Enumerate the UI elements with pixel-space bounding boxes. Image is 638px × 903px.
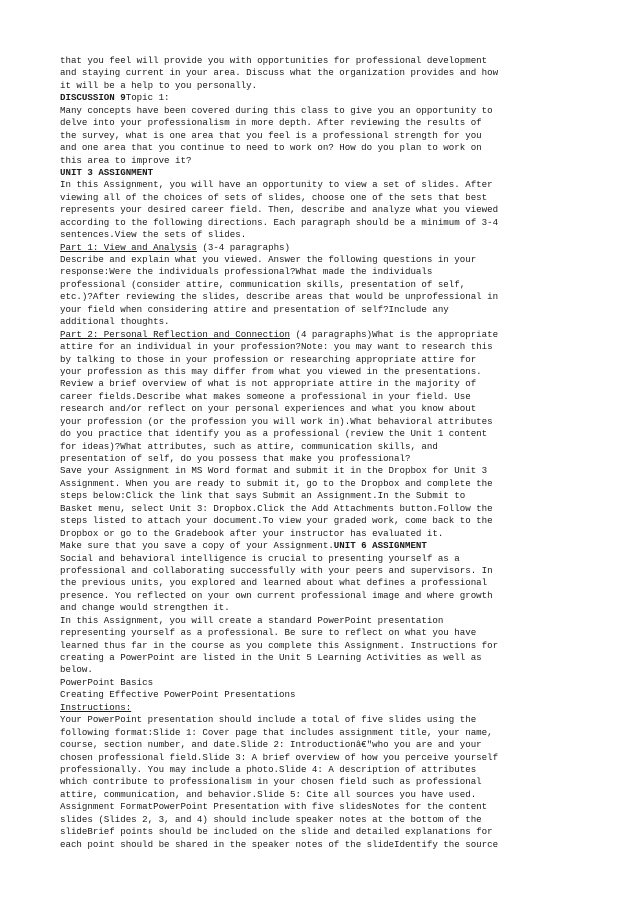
text-line bbox=[60, 279, 580, 291]
text-line bbox=[60, 814, 580, 826]
text-line bbox=[60, 764, 580, 776]
text-run: sentences.View the sets of slides. bbox=[60, 229, 247, 241]
text-run: slideBrief points should be included on the slide and detailed explanations for bbox=[60, 826, 493, 838]
text-line bbox=[60, 142, 580, 154]
text-line bbox=[60, 117, 580, 129]
text-line bbox=[60, 130, 580, 142]
text-run: Save your Assignment in MS Word format and submit it in the Dropbox for Unit 3 bbox=[60, 465, 488, 477]
text-run: learned thus far in the course as you complete this Assignment. Instructions for bbox=[60, 639, 499, 651]
text-line bbox=[60, 192, 580, 204]
text-run: Topic 1: bbox=[125, 92, 170, 104]
text-run: Review a brief overview of what is not appropriate attire in the majority of bbox=[60, 378, 477, 390]
text-run: slides (Slides 2, 3, and 4) should include speaker notes at the bottom of the bbox=[60, 813, 482, 825]
text-line bbox=[60, 266, 580, 278]
text-line bbox=[60, 391, 580, 403]
text-run: it will be a help to you personally. bbox=[60, 79, 258, 91]
text-line bbox=[60, 627, 580, 639]
text-run: Dropbox or go to the Gradebook after your instructor has evaluated it. bbox=[60, 527, 444, 539]
text-run: below. bbox=[60, 664, 93, 676]
text-run: response:Were the individuals professional?What made the individuals bbox=[60, 266, 433, 278]
text-run: the previous units, you explored and learned about what defines a professional bbox=[60, 577, 488, 589]
text-line bbox=[60, 739, 580, 751]
text-line bbox=[60, 242, 580, 254]
text-run: Make sure that you save a copy of your Assignment. bbox=[60, 540, 334, 552]
text-line bbox=[60, 664, 580, 676]
text-line bbox=[60, 428, 580, 440]
text-run: your profession as this may differ from what you viewed in the presentations. bbox=[60, 365, 482, 377]
text-line bbox=[60, 590, 580, 602]
text-line bbox=[60, 304, 580, 316]
text-run: additional thoughts. bbox=[60, 316, 170, 328]
text-run: professional and collaborating successfully with your peers and supervisors. In bbox=[60, 564, 493, 576]
text-run: (3-4 paragraphs) bbox=[196, 241, 290, 253]
text-run: steps listed to attach your document.To view your graded work, come back to the bbox=[60, 515, 493, 527]
text-line bbox=[60, 515, 580, 527]
text-line bbox=[60, 403, 580, 415]
text-run: In this Assignment, you will create a standard PowerPoint presentation bbox=[60, 614, 444, 626]
heading-run: UNIT 6 ASSIGNMENT bbox=[333, 540, 427, 552]
text-run: by talking to those in your profession or researching appropriate attire for bbox=[60, 353, 477, 365]
text-line bbox=[60, 354, 580, 366]
text-line bbox=[60, 254, 580, 266]
text-line bbox=[60, 416, 580, 428]
text-line bbox=[60, 478, 580, 490]
text-line bbox=[60, 329, 580, 341]
text-line bbox=[60, 652, 580, 664]
text-run: PowerPoint Basics bbox=[60, 676, 154, 688]
text-run: In this Assignment, you will have an opportunity to view a set of slides. After bbox=[60, 179, 493, 191]
text-line bbox=[60, 366, 580, 378]
heading-run: UNIT 3 ASSIGNMENT bbox=[60, 166, 154, 178]
text-line bbox=[60, 714, 580, 726]
text-run: Creating Effective PowerPoint Presentations bbox=[60, 689, 296, 701]
text-run: and staying current in your area. Discuss what the organization provides and how bbox=[60, 67, 499, 79]
text-run: Assignment FormatPowerPoint Presentation with five slidesNotes for the content bbox=[60, 801, 488, 813]
text-line bbox=[60, 565, 580, 577]
text-line bbox=[60, 727, 580, 739]
text-line bbox=[60, 490, 580, 502]
text-run: and change would strengthen it. bbox=[60, 602, 230, 614]
text-run: research and/or reflect on your personal experiences and what you know about bbox=[60, 403, 477, 415]
text-run: Your PowerPoint presentation should include a total of five slides using the bbox=[60, 714, 477, 726]
text-line bbox=[60, 677, 580, 689]
underlined-heading-run: Part 2: Personal Reflection and Connection bbox=[60, 328, 290, 340]
text-line bbox=[60, 640, 580, 652]
text-line bbox=[60, 540, 580, 552]
text-line bbox=[60, 602, 580, 614]
text-line bbox=[60, 80, 580, 92]
text-run: viewing all of the choices of sets of slides, choose one of the sets that best bbox=[60, 191, 488, 203]
text-run: which contribute to professionalism in your chosen field such as professional bbox=[60, 776, 482, 788]
text-line bbox=[60, 92, 580, 104]
text-line bbox=[60, 826, 580, 838]
text-line bbox=[60, 839, 580, 851]
text-line bbox=[60, 689, 580, 701]
text-run: chosen professional field.Slide 3: A brief overview of how you perceive yourself bbox=[60, 751, 499, 763]
text-line bbox=[60, 167, 580, 179]
text-line bbox=[60, 291, 580, 303]
text-line bbox=[60, 752, 580, 764]
text-line bbox=[60, 776, 580, 788]
text-run: for ideas)?What attributes, such as attire, communication skills, and bbox=[60, 440, 438, 452]
text-run: course, section number, and date.Slide 2: Introductionâ€"who you are and your bbox=[60, 739, 482, 751]
text-run: presentation of self, do you possess that make you professional? bbox=[60, 453, 411, 464]
text-line bbox=[60, 789, 580, 801]
text-line bbox=[60, 67, 580, 79]
text-run: Social and behavioral intelligence is crucial to presenting yourself as a bbox=[60, 552, 460, 564]
text-line bbox=[60, 801, 580, 813]
text-line bbox=[60, 553, 580, 565]
text-run: do you practice that identify you as a professional (review the Unit 1 content bbox=[60, 428, 488, 440]
text-run: attire for an individual in your profession?Note: you may want to research this bbox=[60, 341, 493, 353]
text-line bbox=[60, 528, 580, 540]
underlined-heading-run: Instructions: bbox=[60, 701, 132, 713]
text-run: Basket menu, select Unit 3: Dropbox.Click the Add Attachments button.Follow the bbox=[60, 502, 493, 514]
text-line bbox=[60, 378, 580, 390]
text-line bbox=[60, 105, 580, 117]
text-line bbox=[60, 179, 580, 191]
text-run: Describe and explain what you viewed. Answer the following questions in your bbox=[60, 254, 477, 265]
text-run: your field when considering attire and presentation of self?Include any bbox=[60, 303, 449, 315]
text-run: delve into your professionalism in more depth. After reviewing the results of bbox=[60, 117, 482, 129]
text-line bbox=[60, 155, 580, 167]
text-line bbox=[60, 441, 580, 453]
text-run: according to the following directions. Each paragraph should be a minimum of 3-4 bbox=[60, 216, 499, 228]
text-run: steps below:Click the link that says Submit an Assignment.In the Submit to bbox=[60, 490, 466, 502]
text-run: each point should be shared in the speaker notes of the slideIdentify the source bbox=[60, 838, 499, 850]
text-run: attire, communication, and behavior.Slide 5: Cite all sources you have used. bbox=[60, 788, 477, 800]
text-run: your profession (or the profession you will work in).What behavioral attributes bbox=[60, 415, 493, 427]
text-line bbox=[60, 465, 580, 477]
underlined-heading-run: Part 1: View and Analysis bbox=[60, 241, 197, 253]
text-run: career fields.Describe what makes someone a professional in your field. Use bbox=[60, 390, 471, 402]
text-line bbox=[60, 204, 580, 216]
text-run: that you feel will provide you with opportunities for professional development bbox=[60, 55, 488, 66]
text-line bbox=[60, 453, 580, 465]
text-run: presence. You reflected on your own current professional image and where growth bbox=[60, 589, 493, 601]
text-run: (4 paragraphs)What is the appropriate bbox=[290, 328, 499, 340]
text-run: creating a PowerPoint are listed in the Unit 5 Learning Activities as well as bbox=[60, 652, 482, 663]
document-body bbox=[60, 55, 580, 851]
text-line bbox=[60, 316, 580, 328]
heading-run: DISCUSSION 9 bbox=[60, 92, 126, 104]
text-run: represents your desired career field. Then, describe and analyze what you viewed bbox=[60, 204, 499, 216]
text-run: and one area that you continue to need to work on? How do you plan to work on bbox=[60, 142, 482, 154]
text-line bbox=[60, 217, 580, 229]
text-run: Assignment. When you are ready to submit it, go to the Dropbox and complete the bbox=[60, 477, 493, 489]
text-line bbox=[60, 341, 580, 353]
text-run: etc.)?After reviewing the slides, describe areas that would be unprofessional in bbox=[60, 291, 499, 303]
text-run: the survey, what is one area that you feel is a professional strength for you bbox=[60, 129, 482, 141]
text-line bbox=[60, 615, 580, 627]
text-run: professionally. You may include a photo.Slide 4: A description of attributes bbox=[60, 763, 477, 775]
text-line bbox=[60, 702, 580, 714]
text-run: this area to improve it? bbox=[60, 154, 192, 166]
text-run: following format:Slide 1: Cover page that includes assignment title, your name, bbox=[60, 726, 493, 738]
text-line bbox=[60, 229, 580, 241]
text-run: Many concepts have been covered during this class to give you an opportunity to bbox=[60, 104, 493, 116]
text-run: representing yourself as a professional. Be sure to reflect on what you have bbox=[60, 627, 477, 639]
text-line bbox=[60, 55, 580, 67]
text-line bbox=[60, 503, 580, 515]
text-run: professional (consider attire, communication skills, presentation of self, bbox=[60, 278, 466, 290]
text-line bbox=[60, 577, 580, 589]
